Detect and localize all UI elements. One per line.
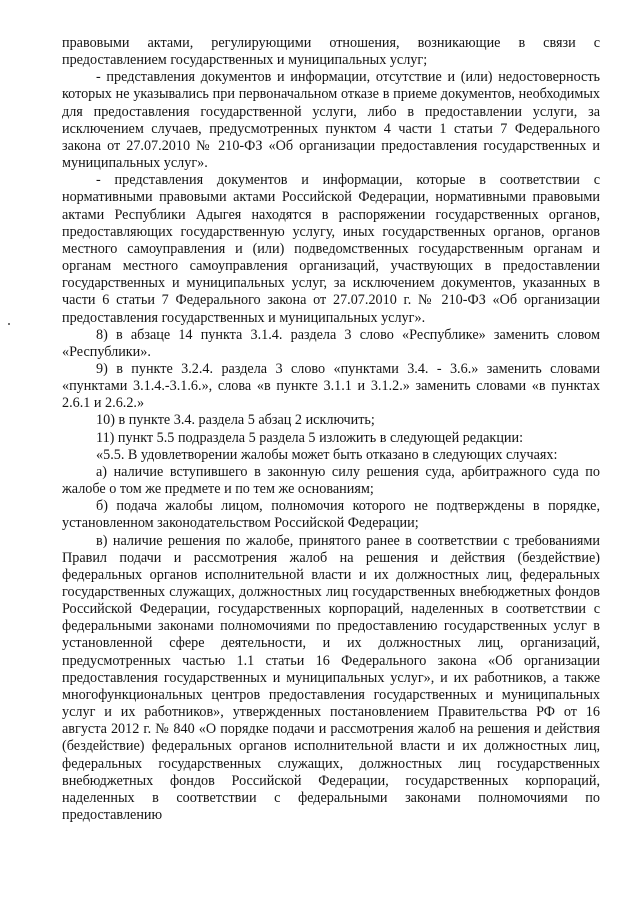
paragraph-documents-not-indicated: - представления документов и информации, отсутствие и (или) недостоверность которых не указывались при первоначальном отказе в приеме документов, необходимых для предоставления государственной услуги, либо в предоставлении услуги, за исключением случаев, предусмотренных пунктом 4 части 1 статьи 7 Федерального закона от 27.07.2010 № 210-ФЗ «Об организации предоставления государственных и муниципальных услуг». <box>62 69 600 172</box>
paragraph-continuation: правовыми актами, регулирующими отношения, возникающие в связи с предоставлением государственных и муниципальных услуг; <box>62 35 600 69</box>
paragraph-item-8: 8) в абзаце 14 пункта 3.1.4. раздела 3 слово «Республике» заменить словом «Республики». <box>62 326 600 360</box>
paragraph-item-9: 9) в пункте 3.2.4. раздела 3 слово «пунктами 3.4. - 3.6.» заменить словами «пунктами 3.1.4.-3.1.6.», слова «в пункте 3.1.1 и 3.1.2.» заменить словами «в пунктах 2.6.1 и 2.6.2.» <box>62 360 600 412</box>
paragraph-item-11: 11) пункт 5.5 подраздела 5 раздела 5 изложить в следующей редакции: <box>96 429 524 446</box>
paragraph-subclause-v: в) наличие решения по жалобе, принятого ранее в соответствии с требованиями Правил подачи и рассмотрения жалоб на решения и действия (бездействие) федеральных органов исполнительной власти и их должностных лиц, федеральных государственных служащих, должностных лиц государственных внебюджетных фондов Российской Федерации, государственных корпораций, наделенных в соответствии с федеральными законами полномочиями по предоставлению государственных услуг в установленной сфере деятельности, и их должностных лиц, организаций, предусмотренных частью 1.1 статьи 16 Федерального закона «Об организации предоставления государственных и муниципальных услуг», и их работников, а также многофункциональных центров предоставления государственных и муниципальных услуг и их работников», утвержденных постановлением Правительства РФ от 16 августа 2012 г. № 840 «О порядке подачи и рассмотрения жалоб на решения и действия (бездействие) федеральных органов исполнительной власти и их должностных лиц, федеральных государственных служащих, должностных лиц государственных внебюджетных фондов Российской Федерации, государственных корпораций, наделенных в соответствии с федеральными законами полномочиями по предоставлению <box>62 532 600 824</box>
document-page <box>62 35 600 824</box>
paragraph-documents-in-possession: - представления документов и информации, которые в соответствии с нормативными правовыми актами Российской Федерации, нормативными правовыми актами Республики Адыгея находятся в распоряжении государственных органов, предоставляющих государственную услугу, иных государственных органов, органов местного самоуправления и (или) подведомственных государственным органам и органам местного самоуправления организаций, участвующих в предоставлении государственных и муниципальных услуг, за исключением документов, указанных в части 6 статьи 7 Федерального закона от 27.07.2010 г. № 210-ФЗ «Об организации предоставления государственных и муниципальных услуг». <box>62 172 600 326</box>
paragraph-subclause-a: а) наличие вступившего в законную силу решения суда, арбитражного суда по жалобе о том же предмете и по тем же основаниям; <box>62 463 600 498</box>
paragraph-clause-5-5: «5.5. В удовлетворении жалобы может быть отказано в следующих случаях: <box>96 446 558 463</box>
paragraph-item-10: 10) в пункте 3.4. раздела 5 абзац 2 исключить; <box>96 412 375 429</box>
paragraph-subclause-b: б) подача жалобы лицом, полномочия которого не подтверждены в порядке, установленном законодательством Российской Федерации; <box>62 498 600 532</box>
scan-speck <box>8 323 10 325</box>
